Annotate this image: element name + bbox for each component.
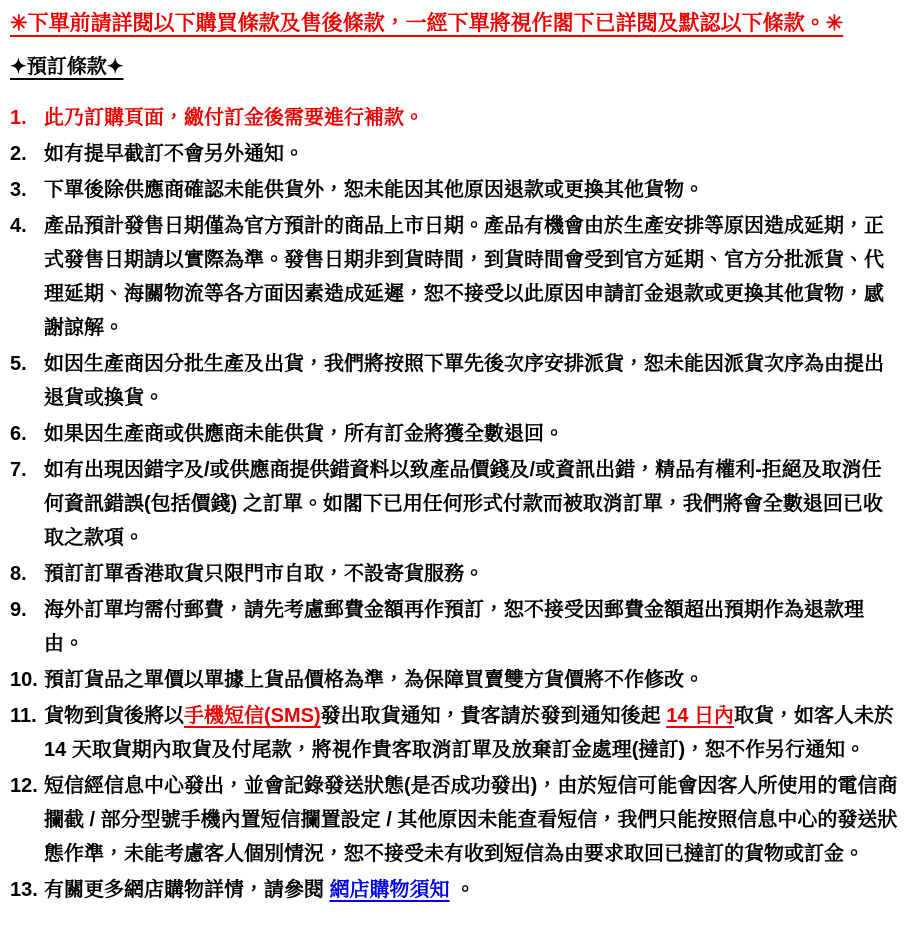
term-segment: 短信經信息中心發出，並會記錄發送狀態(是否成功發出)，由於短信可能會因客人所使用的電信商攔截 / 部分型號手機內置短信攔置設定 / 其他原因未能查看短信，我們只能按照信息中心的發送狀態作準，未能考慮客人個別情況，恕不接受未有收到短信為由要求取回已撻訂的貨物或訂金。: [44, 775, 898, 865]
term-text: [44, 209, 901, 345]
term-segment: 海外訂單均需付郵費，請先考慮郵費金額再作預訂，恕不接受因郵費金額超出預期作為退款理由。: [44, 599, 864, 655]
term-item: [10, 699, 901, 767]
term-text: [44, 663, 901, 697]
term-number: 3.: [10, 179, 27, 201]
term-segment: 此乃訂購頁面，繳付訂金後需要進行補款。: [44, 107, 424, 129]
term-item: [10, 101, 901, 135]
terms-list: [10, 101, 901, 907]
term-text: [44, 453, 901, 555]
term-item: [10, 453, 901, 555]
highlight-red-text: 手機短信(SMS): [184, 705, 321, 727]
term-item: [10, 557, 901, 591]
term-text: [44, 557, 901, 591]
term-number: 13.: [10, 879, 38, 901]
term-text: [44, 173, 901, 207]
term-item: [10, 663, 901, 697]
notice-header: ✳下單前請詳閱以下購買條款及售後條款，一經下單將視作閣下已詳閱及默認以下條款。✳: [10, 12, 844, 35]
term-segment: 。: [449, 879, 476, 901]
highlight-red-text: 14 日內: [666, 705, 735, 727]
term-segment: 預訂訂單香港取貨只限門市自取，不設寄貨服務。: [44, 563, 484, 585]
term-segment: 如因生產商因分批生產及出貨，我們將按照下單先後次序安排派貨，恕未能因派貨次序為由提出退貨或換貨。: [44, 353, 884, 409]
term-segment: 發出取貨通知，貴客請於發到通知後起: [320, 705, 667, 727]
term-segment: 取貨，如客人未於 14 天取貨期內取貨及付尾款，將視作貴客取消訂單及放棄訂金處理(撻訂)，恕不作另行通知。: [44, 705, 895, 761]
term-item: [10, 873, 901, 907]
term-segment: 產品預計發售日期僅為官方預計的商品上市日期。產品有機會由於生產安排等原因造成延期，正式發售日期請以實際為準。發售日期非到貨時間，到貨時間會受到官方延期、官方分批派貨、代理延期、海關物流等各方面因素造成延遲，恕不接受以此原因申請訂金退款或更換其他貨物，感謝諒解。: [44, 215, 884, 339]
term-segment: 如果因生產商或供應商未能供貨，所有訂金將獲全數退回。: [44, 423, 564, 445]
term-segment: 下單後除供應商確認未能供貨外，恕未能因其他原因退款或更換其他貨物。: [44, 179, 704, 201]
term-item: [10, 347, 901, 415]
term-number: 8.: [10, 563, 27, 585]
term-number: 9.: [10, 599, 27, 621]
term-number: 5.: [10, 353, 27, 375]
term-number: 1.: [10, 107, 27, 129]
term-number: 6.: [10, 423, 27, 445]
term-item: [10, 769, 901, 871]
section-title: ✦預訂條款✦: [10, 56, 124, 78]
term-segment: 預訂貨品之單價以單據上貨品價格為準，為保障買賣雙方貨價將不作修改。: [44, 669, 704, 691]
term-text: [44, 699, 901, 767]
shop-guide-link[interactable]: 網店購物須知: [329, 879, 450, 901]
term-item: [10, 209, 901, 345]
term-segment: 如有出現因錯字及/或供應商提供錯資料以致產品價錢及/或資訊出錯，精品有權利-拒絕及取消任何資訊錯誤(包括價錢) 之訂單。如閣下已用任何形式付款而被取消訂單，我們將會全數退回已收取之款項。: [44, 459, 883, 549]
term-item: [10, 593, 901, 661]
term-number: 4.: [10, 215, 27, 237]
term-text: [44, 873, 901, 907]
term-text: [44, 101, 901, 135]
term-segment: 貨物到貨後將以: [44, 705, 184, 727]
term-item: [10, 137, 901, 171]
term-segment: 如有提早截訂不會另外通知。: [44, 143, 304, 165]
term-segment: 有關更多網店購物詳情，請參閱: [44, 879, 330, 901]
term-text: [44, 137, 901, 171]
term-number: 2.: [10, 143, 27, 165]
term-item: [10, 173, 901, 207]
term-item: [10, 417, 901, 451]
term-text: [44, 769, 901, 871]
term-text: [44, 417, 901, 451]
term-number: 11.: [10, 705, 37, 727]
term-text: [44, 347, 901, 415]
term-text: [44, 593, 901, 661]
term-number: 10.: [10, 669, 38, 691]
term-number: 12.: [10, 775, 38, 797]
term-number: 7.: [10, 459, 27, 481]
